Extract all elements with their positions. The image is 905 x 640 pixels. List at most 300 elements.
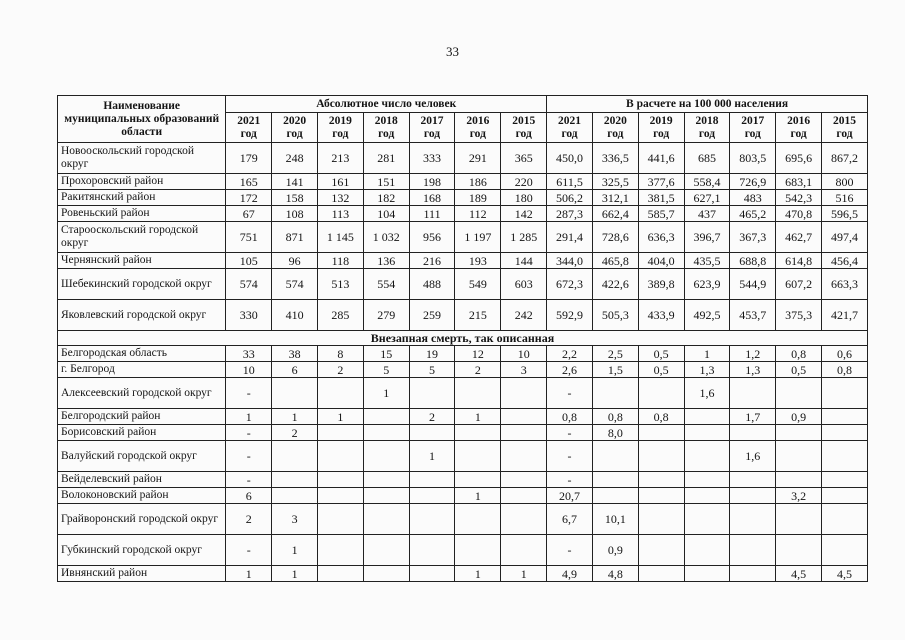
value-cell xyxy=(684,504,730,535)
value-cell xyxy=(317,535,363,566)
value-cell: 627,1 xyxy=(684,190,730,206)
value-cell xyxy=(317,566,363,582)
value-cell xyxy=(363,425,409,441)
value-cell: 465,8 xyxy=(592,253,638,269)
value-cell xyxy=(638,378,684,409)
value-cell: 726,9 xyxy=(730,174,776,190)
value-cell: 4,8 xyxy=(592,566,638,582)
value-cell: 291 xyxy=(455,143,501,174)
value-cell xyxy=(776,378,822,409)
value-cell xyxy=(363,488,409,504)
year-header: 2021 год xyxy=(547,113,593,143)
value-cell xyxy=(501,504,547,535)
value-cell xyxy=(684,441,730,472)
value-cell: 281 xyxy=(363,143,409,174)
value-cell: - xyxy=(226,472,272,488)
value-cell xyxy=(638,425,684,441)
value-cell: 4,5 xyxy=(776,566,822,582)
rate-group-header: В расчете на 100 000 населения xyxy=(547,96,868,113)
value-cell: 465,2 xyxy=(730,206,776,222)
value-cell: 728,6 xyxy=(592,222,638,253)
value-cell: 8,0 xyxy=(592,425,638,441)
value-cell xyxy=(501,488,547,504)
value-cell: 1 145 xyxy=(317,222,363,253)
value-cell: 0,8 xyxy=(822,362,868,378)
value-cell xyxy=(317,425,363,441)
row-name-cell: Яковлевский городской округ xyxy=(58,300,226,331)
value-cell: 0,8 xyxy=(776,346,822,362)
value-cell xyxy=(409,566,455,582)
table-row xyxy=(58,190,868,206)
value-cell xyxy=(409,488,455,504)
year-header: 2016 год xyxy=(455,113,501,143)
value-cell: 111 xyxy=(409,206,455,222)
value-cell: 410 xyxy=(272,300,318,331)
year-header: 2016 год xyxy=(776,113,822,143)
value-cell xyxy=(638,488,684,504)
row-name-cell: Прохоровский район xyxy=(58,174,226,190)
value-cell xyxy=(363,441,409,472)
value-cell: 0,6 xyxy=(822,346,868,362)
value-cell: 259 xyxy=(409,300,455,331)
value-cell: 663,3 xyxy=(822,269,868,300)
value-cell: 1 xyxy=(226,566,272,582)
value-cell: 144 xyxy=(501,253,547,269)
value-cell: 0,5 xyxy=(638,346,684,362)
value-cell: 1 xyxy=(272,535,318,566)
value-cell: 1 197 xyxy=(455,222,501,253)
value-cell xyxy=(730,472,776,488)
value-cell: 2,2 xyxy=(547,346,593,362)
value-cell: 574 xyxy=(272,269,318,300)
value-cell: 611,5 xyxy=(547,174,593,190)
value-cell xyxy=(776,472,822,488)
value-cell xyxy=(592,488,638,504)
row-name-cell: Ивнянский район xyxy=(58,566,226,582)
value-cell xyxy=(638,566,684,582)
year-header: 2018 год xyxy=(363,113,409,143)
value-cell xyxy=(501,535,547,566)
value-cell: 4,9 xyxy=(547,566,593,582)
value-cell xyxy=(822,504,868,535)
value-cell: 10 xyxy=(501,346,547,362)
value-cell xyxy=(409,378,455,409)
value-cell: 462,7 xyxy=(776,222,822,253)
value-cell: 20,7 xyxy=(547,488,593,504)
value-cell xyxy=(409,425,455,441)
value-cell: 213 xyxy=(317,143,363,174)
value-cell xyxy=(272,441,318,472)
value-cell: 1,7 xyxy=(730,409,776,425)
value-cell: 0,8 xyxy=(592,409,638,425)
value-cell: 96 xyxy=(272,253,318,269)
value-cell xyxy=(363,409,409,425)
value-cell xyxy=(776,535,822,566)
value-cell xyxy=(272,378,318,409)
value-cell: - xyxy=(547,378,593,409)
value-cell: 558,4 xyxy=(684,174,730,190)
value-cell xyxy=(684,535,730,566)
value-cell: 291,4 xyxy=(547,222,593,253)
value-cell: 142 xyxy=(501,206,547,222)
value-cell: 603 xyxy=(501,269,547,300)
value-cell: - xyxy=(226,378,272,409)
value-cell: 381,5 xyxy=(638,190,684,206)
value-cell xyxy=(317,378,363,409)
value-cell: 871 xyxy=(272,222,318,253)
value-cell: 1 xyxy=(272,409,318,425)
table-row xyxy=(58,206,868,222)
value-cell: 623,9 xyxy=(684,269,730,300)
year-header: 2017 год xyxy=(409,113,455,143)
value-cell: 182 xyxy=(363,190,409,206)
value-cell: 396,7 xyxy=(684,222,730,253)
value-cell: 1 285 xyxy=(501,222,547,253)
table-row xyxy=(58,222,868,253)
value-cell: 421,7 xyxy=(822,300,868,331)
value-cell: 435,5 xyxy=(684,253,730,269)
value-cell: 685 xyxy=(684,143,730,174)
page-number: 33 xyxy=(446,44,459,59)
value-cell: - xyxy=(226,535,272,566)
value-cell: - xyxy=(226,425,272,441)
row-name-cell: Грайворонский городской округ xyxy=(58,504,226,535)
year-header: 2015 год xyxy=(501,113,547,143)
value-cell: 105 xyxy=(226,253,272,269)
value-cell: 172 xyxy=(226,190,272,206)
value-cell xyxy=(822,488,868,504)
value-cell: 3 xyxy=(272,504,318,535)
value-cell: 344,0 xyxy=(547,253,593,269)
value-cell xyxy=(455,441,501,472)
value-cell: 287,3 xyxy=(547,206,593,222)
value-cell: 470,8 xyxy=(776,206,822,222)
value-cell: 450,0 xyxy=(547,143,593,174)
table-row xyxy=(58,535,868,566)
value-cell xyxy=(730,425,776,441)
value-cell: 0,5 xyxy=(638,362,684,378)
row-name-cell: Алексеевский городской округ xyxy=(58,378,226,409)
value-cell: 186 xyxy=(455,174,501,190)
year-header: 2020 год xyxy=(592,113,638,143)
row-name-cell: Шебекинский городской округ xyxy=(58,269,226,300)
table-row xyxy=(58,143,868,174)
value-cell: 2 xyxy=(226,504,272,535)
value-cell: 456,4 xyxy=(822,253,868,269)
value-cell: 544,9 xyxy=(730,269,776,300)
row-name-cell: Старооскольский городской округ xyxy=(58,222,226,253)
value-cell: - xyxy=(547,535,593,566)
value-cell: 285 xyxy=(317,300,363,331)
value-cell: 441,6 xyxy=(638,143,684,174)
value-cell: 1,3 xyxy=(730,362,776,378)
value-cell xyxy=(684,488,730,504)
value-cell xyxy=(455,472,501,488)
value-cell: 19 xyxy=(409,346,455,362)
value-cell xyxy=(730,488,776,504)
value-cell: 12 xyxy=(455,346,501,362)
value-cell xyxy=(363,472,409,488)
value-cell: 695,6 xyxy=(776,143,822,174)
value-cell: 333 xyxy=(409,143,455,174)
name-column-header: Наименование муниципальных образований области xyxy=(58,96,226,143)
value-cell: 497,4 xyxy=(822,222,868,253)
value-cell: 516 xyxy=(822,190,868,206)
value-cell xyxy=(501,472,547,488)
value-cell: 161 xyxy=(317,174,363,190)
value-cell: 3,2 xyxy=(776,488,822,504)
value-cell: 336,5 xyxy=(592,143,638,174)
value-cell: 158 xyxy=(272,190,318,206)
value-cell: 136 xyxy=(363,253,409,269)
value-cell: 113 xyxy=(317,206,363,222)
table-row xyxy=(58,425,868,441)
value-cell: 6 xyxy=(226,488,272,504)
row-name-cell: Ровеньский район xyxy=(58,206,226,222)
value-cell: 688,8 xyxy=(730,253,776,269)
value-cell xyxy=(363,535,409,566)
value-cell: 404,0 xyxy=(638,253,684,269)
value-cell xyxy=(822,472,868,488)
year-header: 2015 год xyxy=(822,113,868,143)
value-cell: 1 xyxy=(409,441,455,472)
row-name-cell: Новооскольский городской округ xyxy=(58,143,226,174)
value-cell xyxy=(501,378,547,409)
table-body-top xyxy=(58,143,868,331)
value-cell xyxy=(730,504,776,535)
value-cell: 38 xyxy=(272,346,318,362)
table-row xyxy=(58,362,868,378)
value-cell xyxy=(455,535,501,566)
value-cell: 325,5 xyxy=(592,174,638,190)
value-cell: 683,1 xyxy=(776,174,822,190)
value-cell xyxy=(684,425,730,441)
value-cell: - xyxy=(226,441,272,472)
value-cell: 215 xyxy=(455,300,501,331)
value-cell: 0,8 xyxy=(638,409,684,425)
value-cell xyxy=(730,566,776,582)
table-row xyxy=(58,566,868,582)
value-cell: 513 xyxy=(317,269,363,300)
table-row xyxy=(58,378,868,409)
table-row xyxy=(58,441,868,472)
value-cell: 1 032 xyxy=(363,222,409,253)
value-cell: 1 xyxy=(455,409,501,425)
value-cell xyxy=(822,441,868,472)
value-cell xyxy=(592,441,638,472)
value-cell: 1 xyxy=(226,409,272,425)
value-cell xyxy=(730,535,776,566)
value-cell xyxy=(822,409,868,425)
row-name-cell: Ракитянский район xyxy=(58,190,226,206)
value-cell: 0,8 xyxy=(547,409,593,425)
value-cell xyxy=(409,472,455,488)
value-cell: 803,5 xyxy=(730,143,776,174)
value-cell: 2,6 xyxy=(547,362,593,378)
value-cell: 33 xyxy=(226,346,272,362)
value-cell xyxy=(501,441,547,472)
year-header: 2019 год xyxy=(638,113,684,143)
value-cell xyxy=(638,535,684,566)
value-cell: 1 xyxy=(684,346,730,362)
table-row xyxy=(58,472,868,488)
value-cell: 607,2 xyxy=(776,269,822,300)
value-cell xyxy=(501,409,547,425)
value-cell: 1 xyxy=(317,409,363,425)
value-cell: 800 xyxy=(822,174,868,190)
value-cell: 1,6 xyxy=(730,441,776,472)
value-cell xyxy=(822,378,868,409)
value-cell: 614,8 xyxy=(776,253,822,269)
value-cell: 867,2 xyxy=(822,143,868,174)
value-cell: 672,3 xyxy=(547,269,593,300)
value-cell xyxy=(822,425,868,441)
value-cell: - xyxy=(547,425,593,441)
value-cell: 118 xyxy=(317,253,363,269)
row-name-cell: г. Белгород xyxy=(58,362,226,378)
value-cell xyxy=(684,566,730,582)
value-cell xyxy=(317,488,363,504)
value-cell xyxy=(592,472,638,488)
row-name-cell: Губкинский городской округ xyxy=(58,535,226,566)
value-cell: 2 xyxy=(272,425,318,441)
value-cell: 151 xyxy=(363,174,409,190)
value-cell: 0,5 xyxy=(776,362,822,378)
value-cell: 165 xyxy=(226,174,272,190)
value-cell xyxy=(638,472,684,488)
table-row xyxy=(58,269,868,300)
value-cell: 592,9 xyxy=(547,300,593,331)
value-cell xyxy=(455,504,501,535)
value-cell: 2 xyxy=(455,362,501,378)
value-cell: 6 xyxy=(272,362,318,378)
value-cell: 279 xyxy=(363,300,409,331)
value-cell: 168 xyxy=(409,190,455,206)
value-cell: 505,3 xyxy=(592,300,638,331)
value-cell xyxy=(409,504,455,535)
value-cell: 5 xyxy=(409,362,455,378)
value-cell: 6,7 xyxy=(547,504,593,535)
year-header: 2018 год xyxy=(684,113,730,143)
value-cell: 10,1 xyxy=(592,504,638,535)
value-cell: 10 xyxy=(226,362,272,378)
value-cell: 2,5 xyxy=(592,346,638,362)
value-cell xyxy=(501,425,547,441)
absolute-group-header: Абсолютное число человек xyxy=(226,96,547,113)
value-cell: 956 xyxy=(409,222,455,253)
value-cell: 492,5 xyxy=(684,300,730,331)
row-name-cell: Вейделевский район xyxy=(58,472,226,488)
value-cell: 5 xyxy=(363,362,409,378)
value-cell xyxy=(776,425,822,441)
value-cell xyxy=(684,472,730,488)
value-cell: 1 xyxy=(272,566,318,582)
value-cell xyxy=(363,566,409,582)
value-cell: 433,9 xyxy=(638,300,684,331)
value-cell: 0,9 xyxy=(776,409,822,425)
value-cell: 179 xyxy=(226,143,272,174)
value-cell: 365 xyxy=(501,143,547,174)
value-cell xyxy=(272,472,318,488)
value-cell: 198 xyxy=(409,174,455,190)
value-cell: 180 xyxy=(501,190,547,206)
value-cell: 636,3 xyxy=(638,222,684,253)
value-cell: - xyxy=(547,441,593,472)
table-body-bottom xyxy=(58,346,868,582)
table-row xyxy=(58,409,868,425)
year-header: 2019 год xyxy=(317,113,363,143)
value-cell: 751 xyxy=(226,222,272,253)
value-cell: 377,6 xyxy=(638,174,684,190)
value-cell: 108 xyxy=(272,206,318,222)
section-title: Внезапная смерть, так описанная xyxy=(58,331,868,346)
year-header: 2020 год xyxy=(272,113,318,143)
value-cell xyxy=(822,535,868,566)
value-cell: 216 xyxy=(409,253,455,269)
value-cell xyxy=(730,378,776,409)
value-cell: 549 xyxy=(455,269,501,300)
value-cell: 141 xyxy=(272,174,318,190)
table-row xyxy=(58,346,868,362)
value-cell: 488 xyxy=(409,269,455,300)
year-header: 2021 год xyxy=(226,113,272,143)
row-name-cell: Волоконовский район xyxy=(58,488,226,504)
table-row xyxy=(58,174,868,190)
value-cell: 483 xyxy=(730,190,776,206)
value-cell: 1 xyxy=(363,378,409,409)
value-cell: 312,1 xyxy=(592,190,638,206)
row-name-cell: Валуйский городской округ xyxy=(58,441,226,472)
value-cell xyxy=(638,504,684,535)
value-cell xyxy=(363,504,409,535)
value-cell: 4,5 xyxy=(822,566,868,582)
value-cell: 8 xyxy=(317,346,363,362)
value-cell: 375,3 xyxy=(776,300,822,331)
value-cell xyxy=(455,425,501,441)
table-row xyxy=(58,253,868,269)
value-cell: 2 xyxy=(317,362,363,378)
value-cell: 453,7 xyxy=(730,300,776,331)
value-cell: 1 xyxy=(455,566,501,582)
value-cell: 506,2 xyxy=(547,190,593,206)
value-cell xyxy=(409,535,455,566)
value-cell: 1 xyxy=(455,488,501,504)
value-cell: - xyxy=(547,472,593,488)
value-cell: 193 xyxy=(455,253,501,269)
value-cell: 104 xyxy=(363,206,409,222)
value-cell xyxy=(776,441,822,472)
value-cell: 330 xyxy=(226,300,272,331)
value-cell: 437 xyxy=(684,206,730,222)
value-cell: 1,6 xyxy=(684,378,730,409)
value-cell xyxy=(592,378,638,409)
value-cell: 422,6 xyxy=(592,269,638,300)
value-cell xyxy=(317,441,363,472)
value-cell: 248 xyxy=(272,143,318,174)
value-cell: 585,7 xyxy=(638,206,684,222)
value-cell xyxy=(317,472,363,488)
value-cell: 389,8 xyxy=(638,269,684,300)
value-cell: 574 xyxy=(226,269,272,300)
value-cell: 367,3 xyxy=(730,222,776,253)
value-cell xyxy=(455,378,501,409)
row-name-cell: Чернянский район xyxy=(58,253,226,269)
value-cell: 2 xyxy=(409,409,455,425)
table-row xyxy=(58,300,868,331)
year-header: 2017 год xyxy=(730,113,776,143)
row-name-cell: Борисовский район xyxy=(58,425,226,441)
value-cell: 132 xyxy=(317,190,363,206)
